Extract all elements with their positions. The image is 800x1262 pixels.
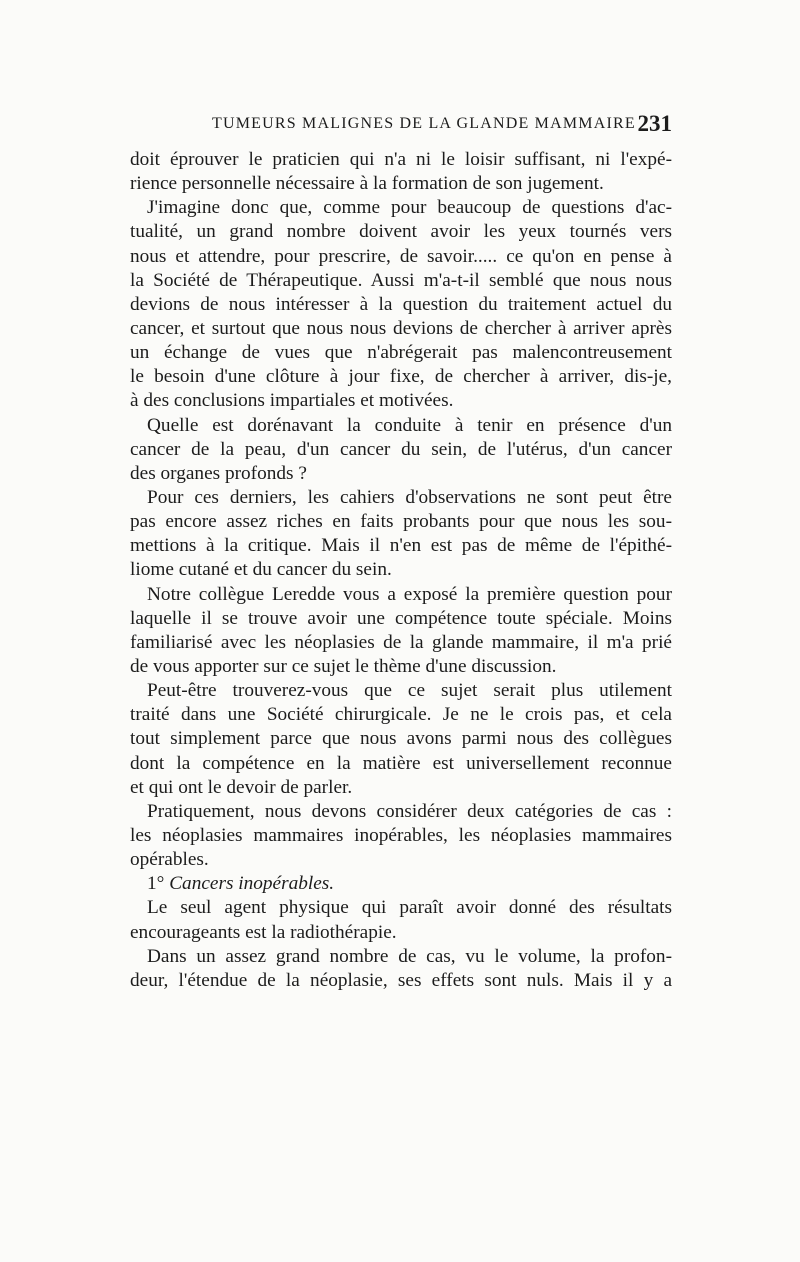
text-line: J'imagine donc que, comme pour beaucoup de questions d'ac- <box>147 197 672 219</box>
text-line: opérables. <box>130 849 209 871</box>
text-line: de vous apporter sur ce sujet le thème d'une discussion. <box>130 655 557 677</box>
text-line: Pratiquement, nous devons considérer deux catégories de cas : <box>147 800 672 822</box>
running-title: TUMEURS MALIGNES DE LA GLANDE MAMMAIRE <box>212 115 636 132</box>
text-line: familiarisé avec les néoplasies de la glande mammaire, il m'a prié <box>130 631 672 653</box>
text-line: traité dans une Société chirurgicale. Je ne le crois pas, et cela <box>130 704 672 726</box>
text-line: doit éprouver le praticien qui n'a ni le loisir suffisant, ni l'expé- <box>130 149 672 170</box>
text-line: rience personnelle nécessaire à la formation de son jugement. <box>130 173 604 195</box>
text-line: mettions à la critique. Mais il n'en est pas de même de l'épithé- <box>130 535 672 557</box>
text-line: nous et attendre, pour prescrire, de savoir..... ce qu'on en pense à <box>130 245 672 267</box>
section-heading <box>130 872 672 896</box>
text-line: Le seul agent physique qui paraît avoir donné des résultats <box>147 897 672 919</box>
text-line: liome cutané et du cancer du sein. <box>130 559 392 581</box>
text-line: pas encore assez riches en faits probants pour que nous les sou- <box>130 511 672 533</box>
text-line: à des conclusions impartiales et motivées. <box>130 390 454 412</box>
text-line: Quelle est dorénavant la conduite à tenir en présence d'un <box>147 414 672 436</box>
section-title: Cancers inopérables. <box>169 873 335 895</box>
text-line: Notre collègue Leredde vous a exposé la première question pour <box>147 583 672 605</box>
text-line: Pour ces derniers, les cahiers d'observations ne sont peut être <box>147 486 672 508</box>
text-line: cancer, et surtout que nous nous devions de chercher à arriver après <box>130 317 672 339</box>
text-line: dont la compétence en la matière est universellement reconnue <box>130 752 672 774</box>
text-line: tualité, un grand nombre doivent avoir les yeux tournés vers <box>130 221 672 243</box>
text-line: Peut-être trouverez-vous que ce sujet serait plus utilement <box>147 680 672 702</box>
text-line: Dans un assez grand nombre de cas, vu le volume, la profon- <box>147 945 672 967</box>
text-line: tout simplement parce que nous avons parmi nous des collègues <box>130 728 672 750</box>
text-line: encourageants est la radiothérapie. <box>130 921 397 943</box>
text-line: un échange de vues que n'abrégerait pas malencontreusement <box>130 342 672 364</box>
text-line: la Société de Thérapeutique. Aussi m'a-t-il semblé que nous nous <box>130 269 672 291</box>
text-line: cancer de la peau, d'un cancer du sein, de l'utérus, d'un cancer <box>130 438 672 460</box>
page-header <box>132 111 676 139</box>
text-line: les néoplasies mammaires inopérables, les néoplasies mammaires <box>130 824 672 846</box>
text-line: des organes profonds ? <box>130 462 307 484</box>
page-number: 231 <box>637 111 672 136</box>
section-number: 1° <box>147 873 165 895</box>
body-text <box>130 148 672 993</box>
text-line: deur, l'étendue de la néoplasie, ses effets sont nuls. Mais il y a <box>130 969 672 991</box>
text-line: devions de nous intéresser à la question du traitement actuel du <box>130 293 672 315</box>
text-line: et qui ont le devoir de parler. <box>130 776 353 798</box>
text-line: laquelle il se trouve avoir une compétence toute spéciale. Moins <box>130 607 672 629</box>
text-line: le besoin d'une clôture à jour fixe, de chercher à arriver, dis-je, <box>130 366 672 388</box>
